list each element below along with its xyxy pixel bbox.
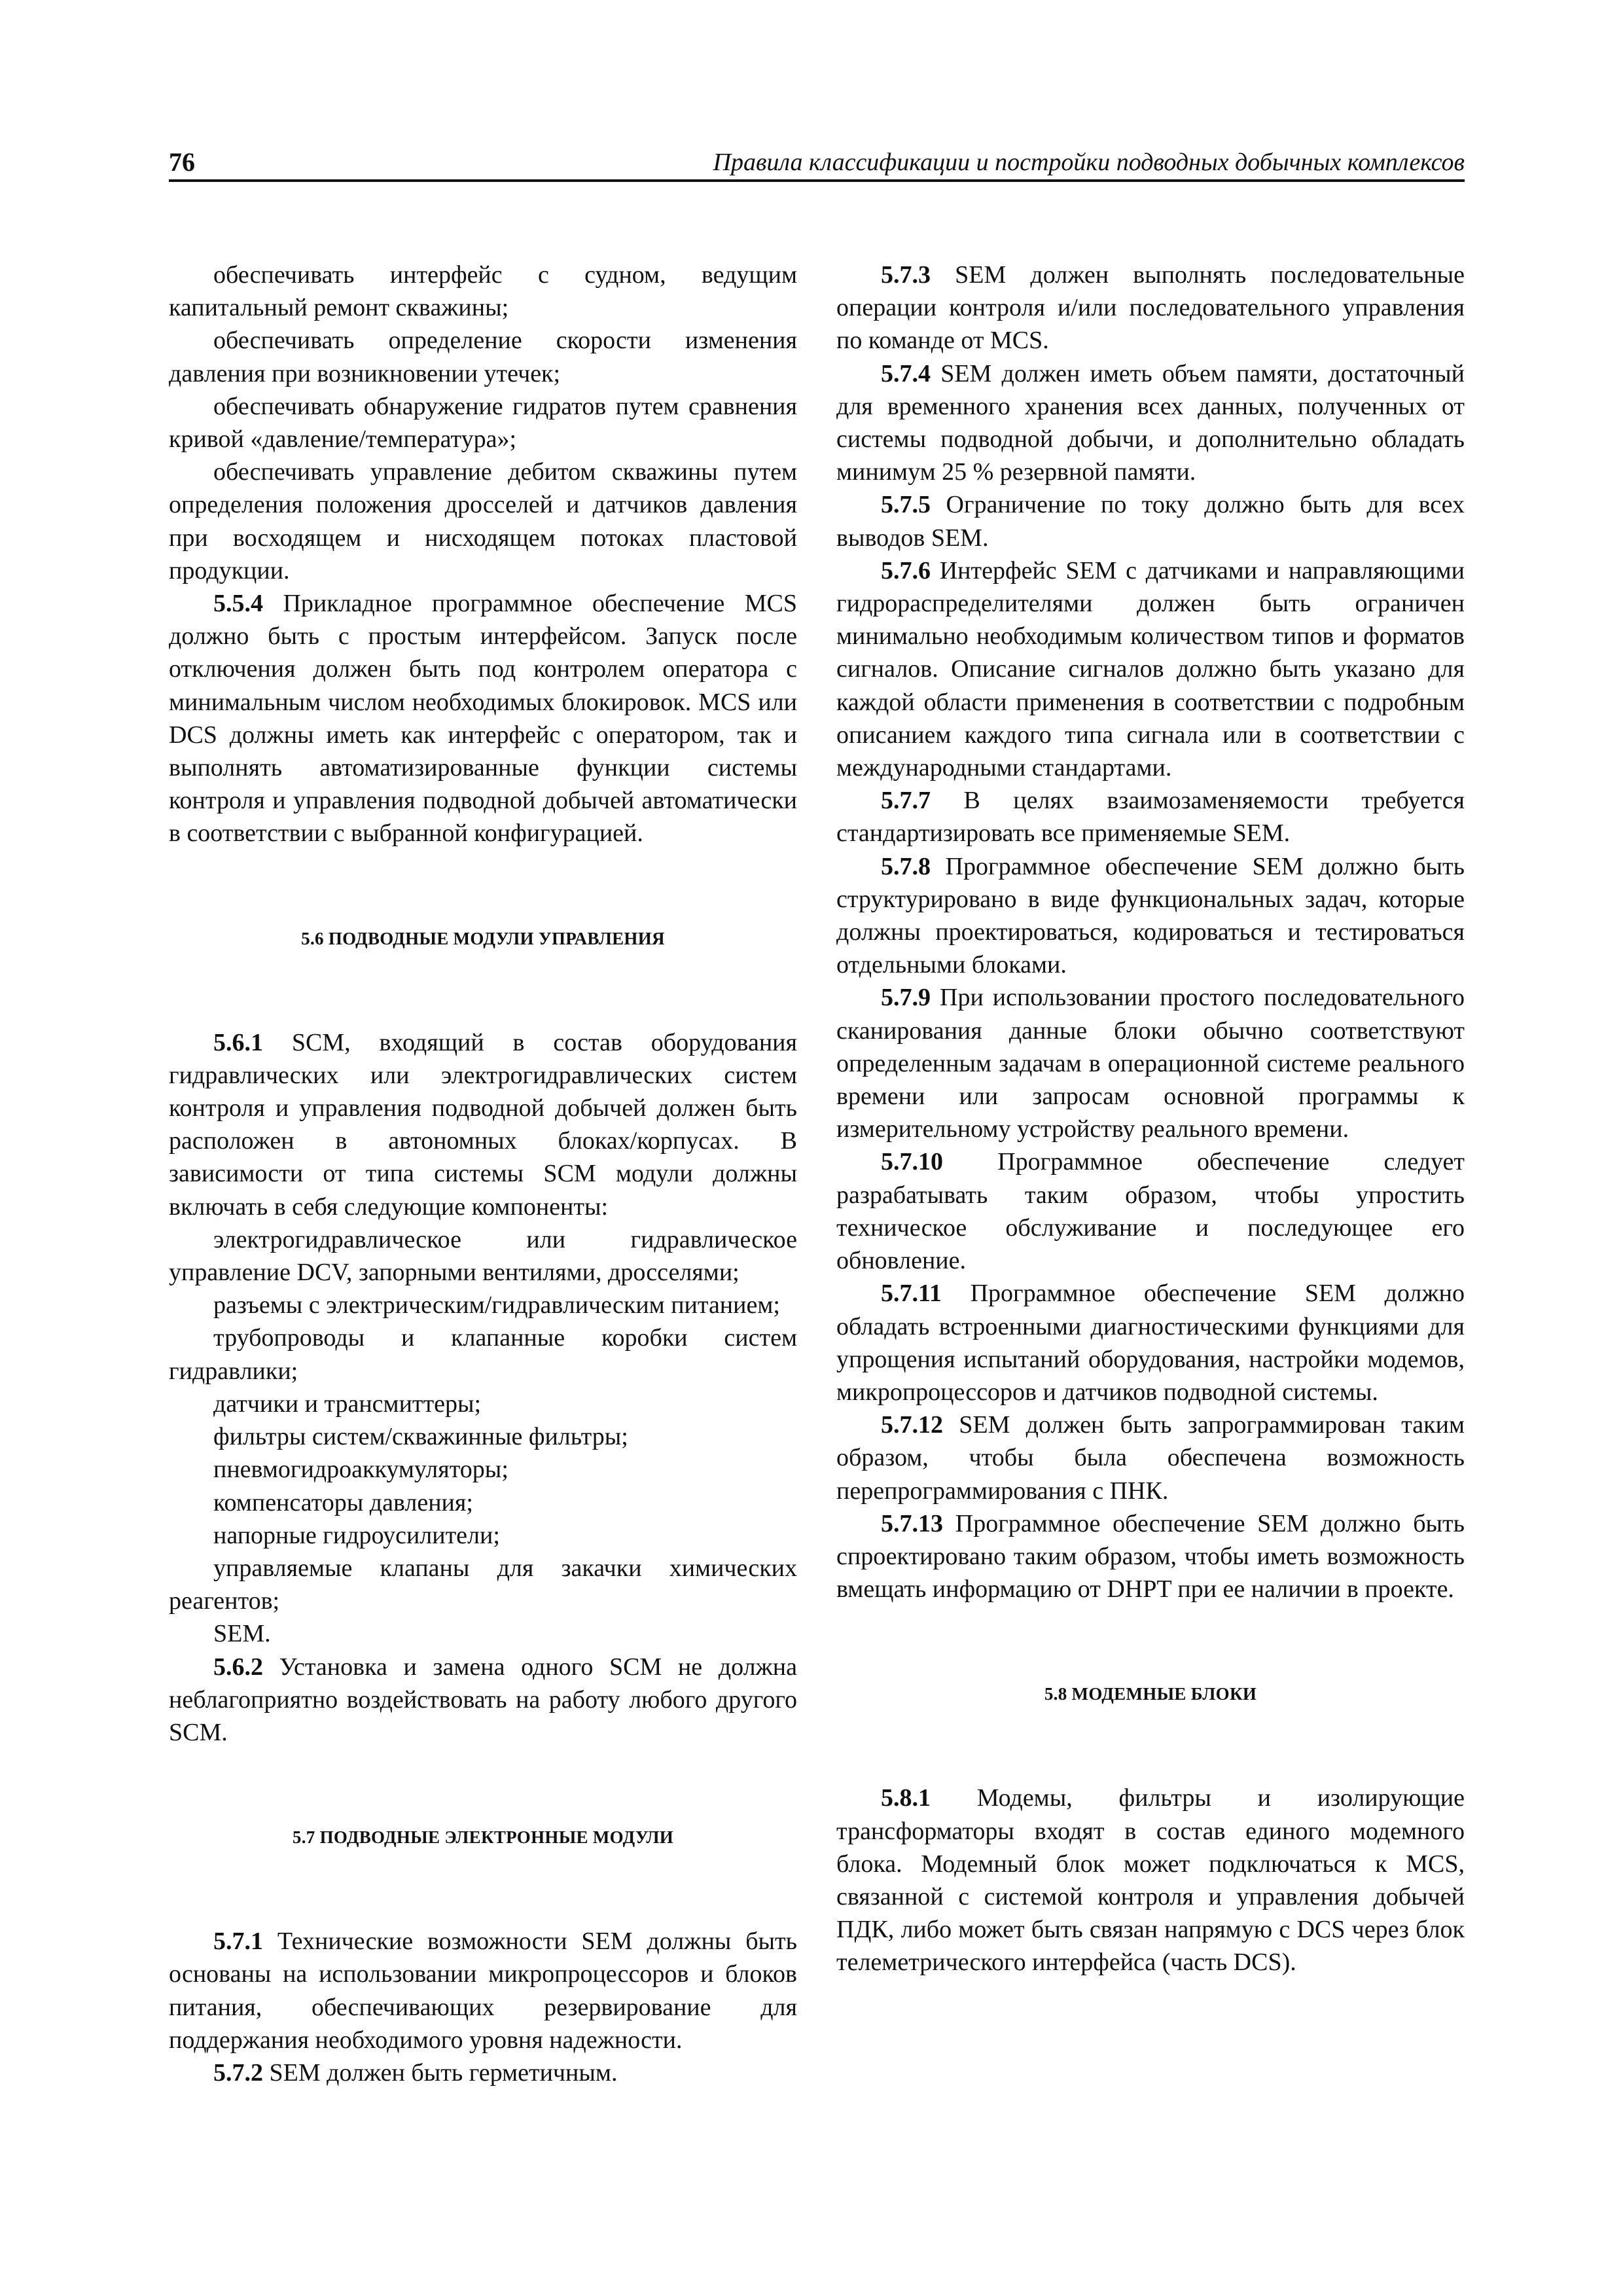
clause-number: 5.5.4 [213, 590, 263, 618]
clause-number: 5.7.2 [213, 2058, 263, 2087]
list-item: разъемы с электрическим/гидравлическим питанием; [213, 1291, 780, 1319]
paragraph-5-7-11 [836, 1277, 1465, 1408]
clause-number: 5.7.9 [881, 984, 931, 1012]
list-item: обеспечивать интерфейс с судном, ведущим капитальный ремонт скважины; [169, 261, 797, 322]
section-heading-5-7: 5.7 ПОДВОДНЫЕ ЭЛЕКТРОННЫЕ МОДУЛИ [292, 1827, 674, 1848]
page-number: 76 [169, 147, 195, 177]
paragraph-5-7-2 [169, 2056, 797, 2089]
clause-text: Ограничение по току должно быть для всех выводов SEM. [836, 491, 1465, 552]
clause-text: SEM должен быть герметичным. [263, 2058, 618, 2087]
list-item: управляемые клапаны для закачки химических реагентов; [169, 1554, 797, 1615]
clause-text: Программное обеспечение SEM должно быть спроектировано таким образом, чтобы иметь возможность вмещать информацию от DHPT при ее наличии в проекте. [836, 1509, 1465, 1604]
list-item: трубопроводы и клапанные коробки систем гидравлики; [169, 1324, 797, 1385]
clause-text: Технические возможности SEM должны быть основаны на использовании микропроцессоров и блоков питания, обеспечивающих резервирование для поддержания необходимого уровня надежности. [169, 1928, 797, 2054]
paragraph-5-7-8 [836, 850, 1465, 982]
section-heading-5-8: 5.8 МОДЕМНЫЕ БЛОКИ [1044, 1684, 1257, 1704]
list-item: пневмогидроаккумуляторы; [213, 1456, 508, 1484]
clause-text: Прикладное программное обеспечение MCS должно быть с простым интерфейсом. Запуск после отключения должен быть под контролем оператора с минимальным числом необходимых блокировок. MCS или DCS должны иметь как интерфейс с оператором, так и выполнять автоматизированные функции системы контроля и управления подводной добычей автоматически в соответствии с выбранной конфигурацией. [169, 590, 797, 848]
list-item: обеспечивать управление дебитом скважины путем определения положения дросселей и датчиков давления при восходящем и нисходящем потоках пластовой продукции. [169, 458, 797, 584]
paragraph-5-7-9 [836, 981, 1465, 1145]
clause-number: 5.7.3 [881, 261, 931, 289]
clause-number: 5.7.7 [881, 787, 931, 815]
clause-text: SEM должен быть запрограммирован таким образом, чтобы была обеспечена возможность перепрограммирования с ПНК. [836, 1411, 1465, 1505]
clause-number: 5.8.1 [881, 1784, 931, 1812]
paragraph-5-6-2 [169, 1651, 797, 1749]
clause-number: 5.7.4 [881, 359, 931, 387]
running-title: Правила классификации и постройки подводных добычных комплексов [713, 149, 1465, 176]
list-item: напорные гидроусилители; [213, 1521, 500, 1549]
left-column [169, 259, 797, 2089]
clause-text: SEM должен иметь объем памяти, достаточный для временного хранения всех данных, полученных от системы подводной добычи, и дополнительно обладать минимум 25 % резервной памяти. [836, 359, 1465, 486]
page-header [169, 145, 1465, 179]
clause-number: 5.6.1 [213, 1028, 263, 1056]
list-item: компенсаторы давления; [213, 1488, 473, 1516]
paragraph-5-7-12 [836, 1408, 1465, 1507]
clause-number: 5.7.11 [881, 1280, 942, 1308]
clause-text: В целях взаимозаменяемости требуется стандартизировать все применяемые SEM. [836, 787, 1465, 848]
list-item: фильтры систем/скважинные фильтры; [213, 1423, 628, 1451]
clause-number: 5.7.12 [881, 1411, 943, 1439]
paragraph-5-7-7 [836, 784, 1465, 850]
header-rule [169, 179, 1465, 182]
clause-number: 5.7.10 [881, 1148, 943, 1176]
paragraph-5-7-4 [836, 357, 1465, 489]
list-item: датчики и трансмиттеры; [213, 1390, 482, 1418]
paragraph-5-7-6 [836, 554, 1465, 784]
clause-number: 5.7.5 [881, 491, 931, 519]
clause-text: Установка и замена одного SCM не должна неблагоприятно воздействовать на работу любого другого SCM. [169, 1653, 797, 1746]
section-heading-5-6: 5.6 ПОДВОДНЫЕ МОДУЛИ УПРАВЛЕНИЯ [301, 928, 665, 948]
clause-text: При использовании простого последовательного сканирования данные блоки обычно соответствуют определенным задачам в операционной системе реального времени или запросам основной программы к измерительному устройству реального времени. [836, 984, 1465, 1143]
list-item: обеспечивать определение скорости изменения давления при возникновении утечек; [169, 327, 797, 387]
clause-text: Программное обеспечение SEM должно обладать встроенными диагностическими функциями для упрощения испытаний оборудования, настройки модемов, микропроцессоров и датчиков подводной системы. [836, 1280, 1465, 1406]
paragraph-5-5-4 [169, 587, 797, 850]
clause-text: Программное обеспечение SEM должно быть структурировано в виде функциональных задач, которые должны проектироваться, кодироваться и тестироваться отдельными блоками. [836, 852, 1465, 979]
right-column [836, 259, 1465, 1979]
clause-text: SEM должен выполнять последовательные операции контроля и/или последовательного управления по команде от MCS. [836, 261, 1465, 355]
list-item: электрогидравлическое или гидравлическое управление DCV, запорными вентилями, дросселями; [169, 1225, 797, 1287]
paragraph-5-7-1 [169, 1925, 797, 2056]
clause-number: 5.7.1 [213, 1928, 263, 1956]
paragraph-5-8-1 [836, 1782, 1465, 1979]
list-item: обеспечивать обнаружение гидратов путем сравнения кривой «давление/температура»; [169, 392, 797, 454]
paragraph-5-6-1 [169, 1026, 797, 1223]
list-item: SEM. [213, 1620, 271, 1648]
clause-number: 5.7.13 [881, 1509, 943, 1537]
clause-number: 5.7.6 [881, 556, 931, 584]
clause-text: Модемы, фильтры и изолирующие трансформаторы входят в состав единого модемного блока. Модемный блок может подключаться к MCS, связанной с системой контроля и управления добычей ПДК, либо может быть связан напрямую с DCS через блок телеметрического интерфейса (часть DCS). [836, 1784, 1465, 1977]
clause-text: Программное обеспечение следует разрабатывать таким образом, чтобы упростить техническое обслуживание и последующее его обновление. [836, 1148, 1465, 1275]
clause-number: 5.6.2 [213, 1653, 263, 1681]
clause-text: SCM, входящий в состав оборудования гидравлических или электрогидравлических систем контроля и управления подводной добычей должен быть расположен в автономных блоках/корпусах. В зависимости от типа системы SCM модули должны включать в себя следующие компоненты: [169, 1028, 797, 1221]
clause-number: 5.7.8 [881, 852, 931, 880]
paragraph-5-7-10 [836, 1145, 1465, 1277]
paragraph-5-7-13 [836, 1507, 1465, 1606]
paragraph-5-7-5 [836, 488, 1465, 554]
clause-text: Интерфейс SEM с датчиками и направляющими гидрораспределителями должен быть ограничен минимально необходимым количеством типов и форматов сигналов. Описание сигналов должно быть указано для каждой области применения в соответствии с подробным описанием каждого типа сигнала или в соответствии с международными стандартами. [836, 556, 1465, 782]
paragraph-5-7-3 [836, 259, 1465, 357]
